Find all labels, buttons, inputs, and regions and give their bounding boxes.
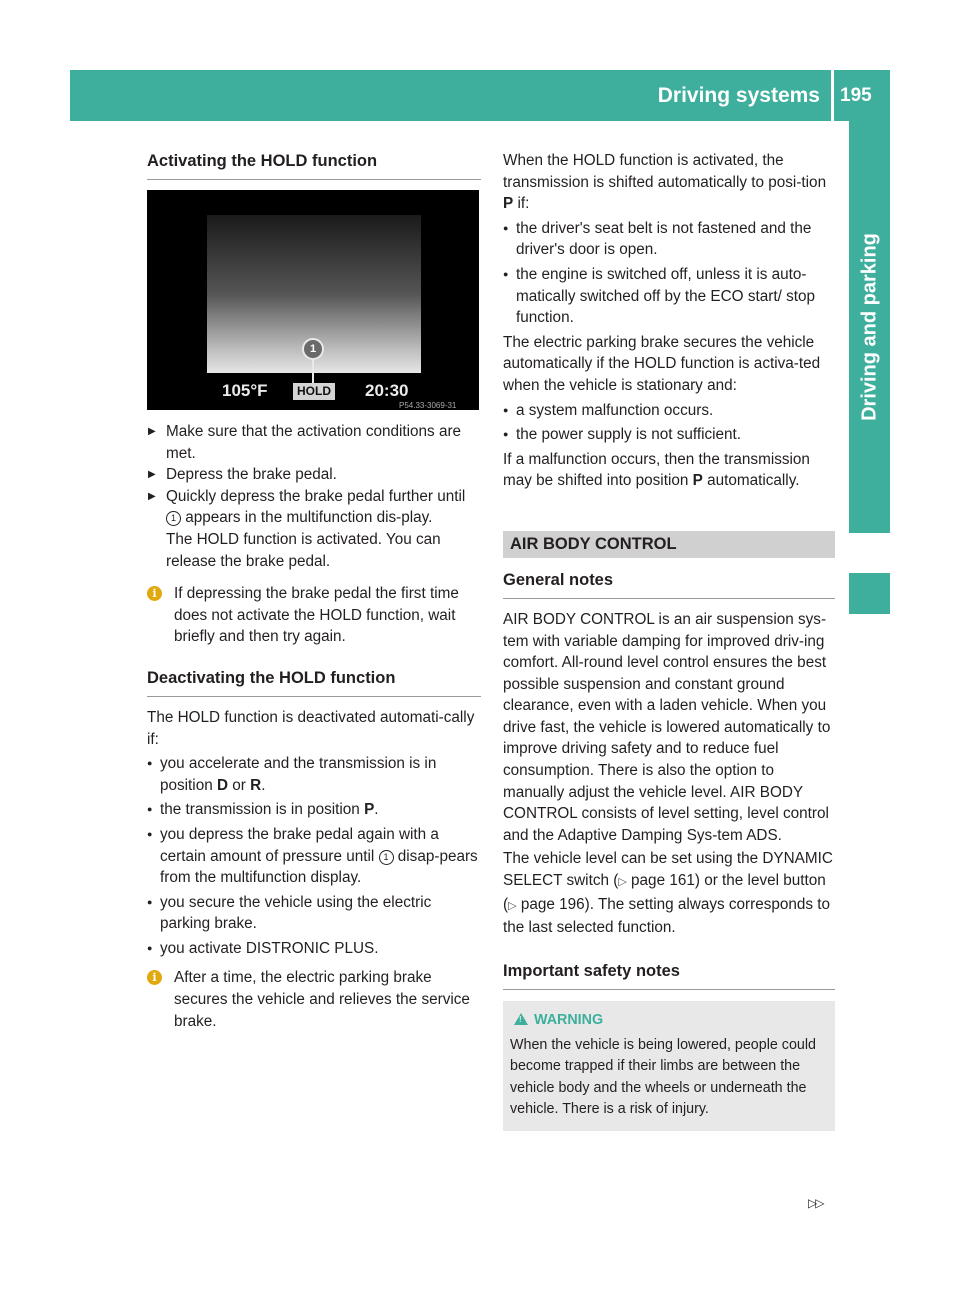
general-notes-paragraph: AIR BODY CONTROL is an air suspension sys-tem with variable damping for improved driv-ing comfort. All-round level control ensures the best possible suspension and constant ground clearance, even with a laden vehicle. When you drive fast, the vehicle is lowered automatically to improve driving safety and to reduce fuel consumption. There is also the option to manually adjust the vehicle level. AIR BODY CONTROL consists of level setting, level control and the Adaptive Damping Sys-tem ADS.: [503, 610, 831, 844]
section-title-banner: AIR BODY CONTROL: [503, 531, 835, 558]
step-item: ▶ Depress the brake pedal.: [147, 464, 481, 486]
page-ref-link[interactable]: page 196). The setting always corresponds to the last selected function.: [503, 895, 831, 937]
note-text: After a time, the electric parking brake secures the vehicle and relieves the service brake.: [174, 969, 470, 1030]
list-item: ● you activate DISTRONIC PLUS.: [147, 938, 481, 960]
gear-p: P: [692, 472, 703, 490]
step-text: appears in the multifunction dis-play.: [181, 509, 433, 527]
list-item: ● a system malfunction occurs.: [503, 400, 835, 422]
para-text: When the HOLD function is activated, the transmission is shifted automatically to posi-tion: [503, 152, 827, 191]
heading-deactivating-hold: Deactivating the HOLD function: [147, 667, 481, 697]
item-text: .: [261, 776, 266, 794]
note-text: If depressing the brake pedal the first time does not activate the HOLD function, wait briefly and then try again.: [174, 585, 459, 646]
page-number: 195: [840, 85, 872, 106]
side-tab-marker: [849, 573, 890, 614]
page-ref-link[interactable]: page 161) or the level button (: [503, 872, 826, 913]
temperature-readout: 105°F: [222, 381, 268, 400]
callout-1-icon: 1: [166, 511, 181, 526]
item-text: .: [374, 801, 379, 819]
hold-park-intro: [503, 150, 835, 215]
deactivation-intro: The HOLD function is deactivated automati-cally if:: [147, 708, 475, 748]
gear-p: P: [503, 195, 514, 213]
list-item: ● the engine is switched off, unless it is auto-matically switched off by the ECO start/ stop function.: [503, 264, 835, 329]
item-text: the transmission is in position: [160, 801, 365, 819]
para-text: automatically.: [702, 472, 800, 490]
item-text: disap-pears from the multifunction display.: [160, 847, 478, 887]
para-text: If a malfunction occurs, then the transmission may be shifted into position: [503, 450, 810, 490]
gear-r: R: [250, 776, 262, 794]
list-item: [147, 753, 481, 796]
gear-d: D: [216, 776, 229, 794]
page-ref-arrow-icon: ▷: [618, 876, 627, 889]
clock-readout: 20:30: [365, 381, 409, 400]
info-icon: i: [147, 970, 162, 985]
deactivation-conditions: [147, 753, 481, 959]
list-item: ● the driver's seat belt is not fastened and the driver's door is open.: [503, 218, 835, 261]
item-text: you depress the brake pedal again with a certain amount of pressure until: [160, 825, 439, 865]
list-item: [147, 824, 481, 889]
side-tab-label: Driving and parking: [858, 233, 880, 421]
right-column: [503, 150, 835, 1131]
warning-triangle-icon: !: [514, 1013, 528, 1025]
epb-conditions: [503, 400, 835, 446]
continue-arrows-icon: ▷▷: [808, 1196, 823, 1210]
item-text: or: [228, 776, 251, 794]
header-divider: [831, 70, 834, 121]
para-text: if:: [513, 195, 530, 213]
warning-text: When the vehicle is being lowered, people could become trapped if their limbs are between the vehicle body and the wheels or underneath the vehicle. There is a risk of injury.: [510, 1036, 816, 1118]
heading-activating-hold: Activating the HOLD function: [147, 150, 481, 180]
callout-marker-icon: 1: [302, 338, 324, 360]
info-note: [147, 967, 481, 1032]
list-item: ● the power supply is not sufficient.: [503, 424, 835, 446]
item-text: you accelerate and the transmission is in position: [160, 755, 437, 794]
epb-paragraph: The electric parking brake secures the vehicle automatically if the HOLD function is activa-ted when the vehicle is stationary and:: [503, 333, 821, 394]
heading-general-notes: General notes: [503, 569, 835, 599]
left-column: [147, 150, 481, 1032]
multifunction-display-image: [147, 190, 479, 410]
vehicle-level-paragraph: [503, 848, 835, 938]
gear-p: P: [364, 801, 375, 819]
warning-header: [510, 1011, 827, 1030]
callout-1-icon: 1: [379, 850, 394, 865]
side-tab-label-wrap: [849, 121, 890, 533]
header-title: Driving systems: [657, 84, 820, 107]
page-ref-arrow-icon: ▷: [508, 899, 517, 912]
malfunction-paragraph: [503, 449, 835, 492]
image-code: P54.33-3069-31: [399, 401, 457, 410]
heading-important-safety-notes: Important safety notes: [503, 960, 835, 990]
warning-box: [503, 1001, 835, 1131]
activation-steps: [147, 421, 481, 572]
park-conditions: [503, 218, 835, 329]
list-item: ● you secure the vehicle using the electric parking brake.: [147, 892, 481, 935]
hold-indicator: HOLD: [293, 383, 335, 400]
para-text: The vehicle level can be set using the DYNAMIC SELECT switch (: [503, 850, 833, 890]
step-item: ▶ Make sure that the activation conditions are met.: [147, 421, 481, 464]
warning-title: WARNING: [534, 1011, 604, 1028]
info-icon: i: [147, 586, 162, 601]
step-item: [147, 486, 481, 572]
step-text: Quickly depress the brake pedal further until: [166, 487, 466, 505]
list-item: [147, 799, 481, 821]
info-note: [147, 583, 481, 648]
step-result: The HOLD function is activated. You can release the brake pedal.: [166, 530, 441, 570]
